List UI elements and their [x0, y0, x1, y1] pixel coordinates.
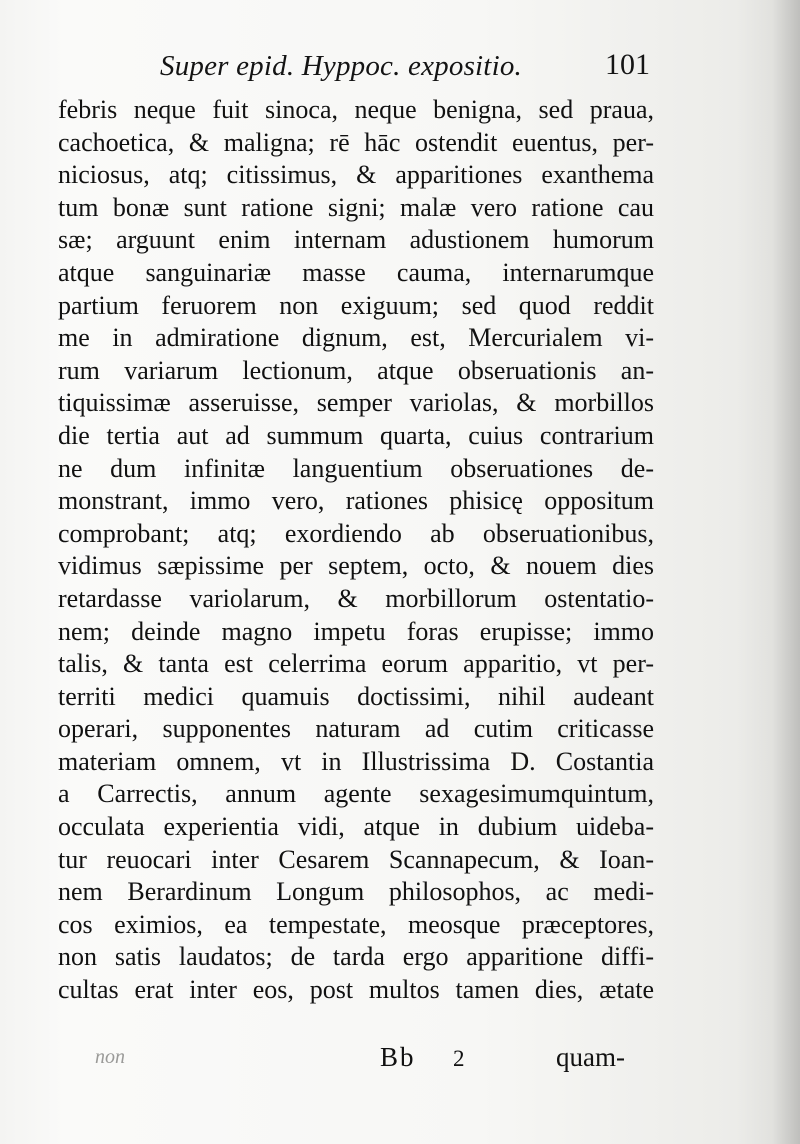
text-line: tiquissimæ asseruisse, semper variolas, & morbillos [58, 388, 654, 418]
signature-number: 2 [453, 1046, 465, 1071]
text-line: febris neque fuit sinoca, neque benigna, sed praua, [58, 95, 654, 124]
page-number: 101 [605, 48, 650, 81]
catchword: quam- [556, 1042, 625, 1072]
text-line: retardasse variolarum, & morbillorum ostentatio- [58, 583, 654, 613]
bleed-through-text: non [95, 1046, 125, 1068]
text-line: partium feruorem non exiguum; sed quod reddit [58, 290, 654, 320]
text-line: non satis laudatos; de tarda ergo apparitione diffi- [58, 942, 654, 972]
text-line: territi medici quamuis doctissimi, nihil audeant [58, 681, 654, 711]
text-line: me in admiratione dignum, est, Mercurialem vi- [58, 323, 654, 353]
text-line: operari, supponentes naturam ad cutim criticasse [58, 714, 654, 744]
text-line: materiam omnem, vt in Illustrissima D. Costantia [58, 746, 654, 776]
text-line: cachoetica, & maligna; rē hāc ostendit euentus, per- [58, 127, 654, 157]
text-line: niciosus, atq; citissimus, & apparitiones exanthema [58, 160, 654, 190]
text-line: tur reuocari inter Cesarem Scannapecum, & Ioan- [58, 844, 654, 874]
page-footer [95, 1040, 625, 1080]
text-line: comprobant; atq; exordiendo ab obseruationibus, [58, 518, 654, 548]
text-line: die tertia aut ad summum quarta, cuius contrarium [58, 420, 654, 450]
text-line: vidimus sæpissime per septem, octo, & nouem dies [58, 551, 654, 581]
text-line: a Carrectis, annum agente sexagesimumquintum, [58, 779, 654, 809]
text-line: rum variarum lectionum, atque obseruationis an- [58, 355, 654, 385]
text-line: cos eximios, ea tempestate, meosque præceptores, [58, 909, 654, 939]
signature-mark: Bb [380, 1042, 416, 1072]
text-line: cultas erat inter eos, post multos tamen dies, ætate [58, 975, 654, 1005]
running-head: Super epid. Hyppoc. expositio. [160, 50, 522, 82]
text-line: occulata experientia vidi, atque in dubium uideba- [58, 812, 654, 842]
page-edge-shadow [772, 0, 800, 1144]
page-header [160, 44, 650, 92]
text-line: nem; deinde magno impetu foras erupisse; immo [58, 616, 654, 646]
text-line: monstrant, immo vero, rationes phisicę oppositum [58, 486, 654, 516]
text-line: ne dum infinitæ languentium obseruationes de- [58, 453, 654, 483]
text-line: tum bonæ sunt ratione signi; malæ vero ratione cau [58, 192, 654, 222]
text-line: nem Berardinum Longum philosophos, ac medi- [58, 877, 654, 907]
text-line: talis, & tanta est celerrima eorum apparitio, vt per- [58, 649, 654, 679]
text-line: atque sanguinariæ masse cauma, internarumque [58, 257, 654, 287]
text-line: sæ; arguunt enim internam adustionem humorum [58, 225, 654, 255]
body-text [58, 94, 654, 1007]
